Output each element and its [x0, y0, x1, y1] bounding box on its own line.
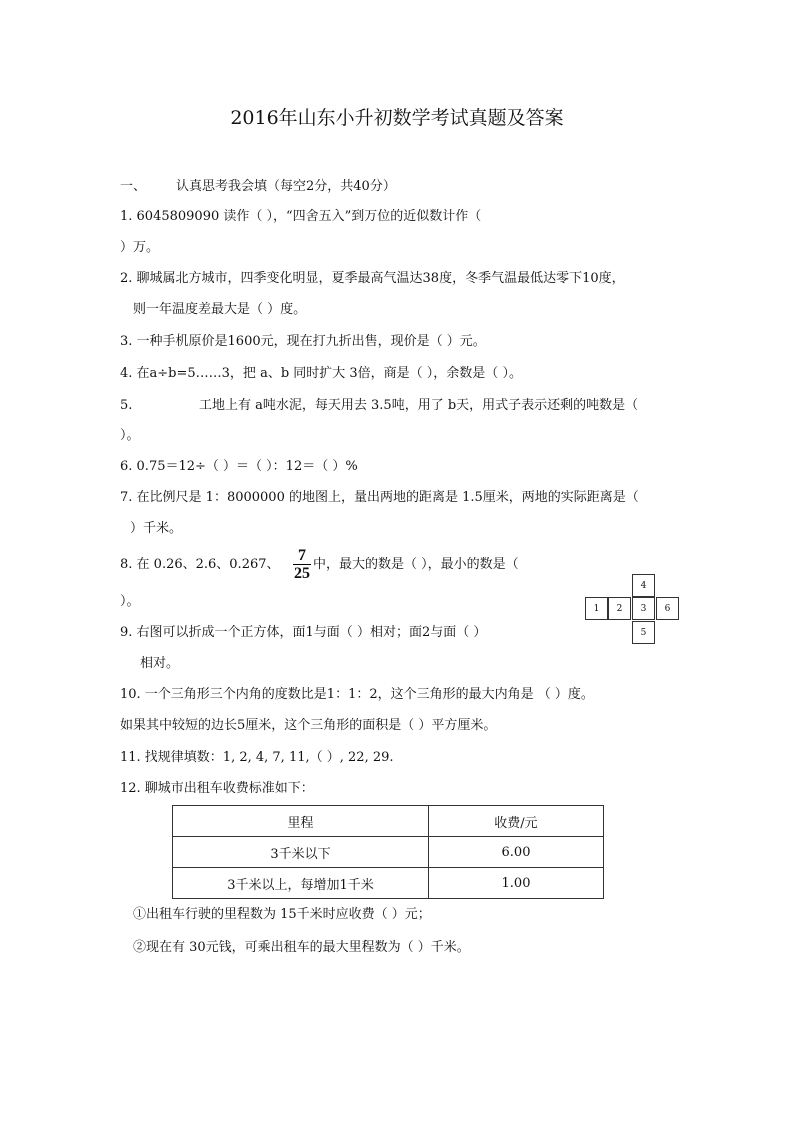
q11: 11. 找规律填数：1, 2, 4, 7, 11,（ ）, 22, 29.	[120, 750, 394, 765]
table-header-cell: 里程	[173, 806, 429, 837]
cube-face-6: 6	[656, 597, 679, 620]
cube-face-1: 1	[585, 597, 608, 620]
fraction-7-25	[291, 547, 313, 582]
cube-face-3: 3	[632, 597, 655, 620]
q4: 4. 在a÷b=5……3，把 a、b 同时扩大 3倍，商是（ ），余数是（ ）。	[120, 366, 522, 381]
q5-line1: 工地上有 a吨水泥，每天用去 3.5吨，用了 b天，用式子表示还剩的吨数是（	[199, 398, 639, 413]
table-row	[173, 837, 604, 868]
q8-line2: ）。	[120, 594, 140, 609]
q7-line1: 7. 在比例尺是 1：8000000 的地图上，量出两地的距离是 1.5厘米，两地的实际距离是（	[120, 490, 639, 505]
q1-line2: ）万。	[120, 240, 160, 255]
table-header-row	[173, 806, 604, 837]
section-number: 一、	[120, 179, 147, 194]
q2-line2: 则一年温度差最大是（ ）度。	[133, 302, 307, 317]
fraction-numerator: 7	[298, 547, 306, 564]
q5-line2: ）。	[120, 428, 140, 443]
q2-line1: 2. 聊城属北方城市，四季变化明显，夏季最高气温达38度，冬季气温最低达零下10度，	[120, 271, 625, 286]
q10-line2: 如果其中较短的边长5厘米，这个三角形的面积是（ ）平方厘米。	[120, 718, 497, 733]
fare-table	[172, 805, 604, 899]
q6: 6. 0.75＝12÷（ ）＝（ ）：12＝（ ）%	[120, 459, 358, 474]
cube-face-2: 2	[608, 597, 631, 620]
q12-sub1: ①出租车行驶的里程数为 15千米时应收费（ ）元；	[133, 907, 431, 922]
page-title: 2016年山东小升初数学考试真题及答案	[230, 107, 564, 129]
table-cell: 1.00	[429, 868, 604, 899]
table-cell: 3千米以下	[173, 837, 429, 868]
q8-prefix: 8. 在 0.26、2.6、0.267、	[120, 557, 280, 572]
q10-line1: 10. 一个三角形三个内角的度数比是1：1：2，这个三角形的最大内角是 （ ）度。	[120, 687, 594, 702]
table-header-cell: 收费/元	[429, 806, 604, 837]
table-cell: 3千米以上，每增加1千米	[173, 868, 429, 899]
section-heading: 认真思考我会填（每空2分，共40分）	[176, 179, 396, 194]
table-cell: 6.00	[429, 837, 604, 868]
q3: 3. 一种手机原价是1600元，现在打九折出售，现价是（ ）元。	[120, 334, 486, 349]
table-row	[173, 868, 604, 899]
fraction-denominator: 25	[294, 565, 310, 582]
q12-line1: 12. 聊城市出租车收费标准如下：	[120, 781, 314, 796]
q1-line1: 1. 6045809090 读作（ ），“四舍五入”到万位的近似数计作（	[120, 209, 482, 224]
cube-face-4: 4	[632, 574, 655, 597]
q7-line2: ）千米。	[130, 521, 183, 536]
q9-line2: 相对。	[140, 656, 180, 671]
q8-suffix: 中，最大的数是（ ），最小的数是（	[313, 557, 519, 572]
cube-face-5: 5	[632, 621, 655, 644]
q5-number: 5.	[120, 398, 133, 413]
q12-sub2: ②现在有 30元钱，可乘出租车的最大里程数为（ ）千米。	[133, 940, 470, 955]
q9-line1: 9. 右图可以折成一个正方体，面1与面（ ）相对；面2与面（ ）	[120, 625, 487, 640]
